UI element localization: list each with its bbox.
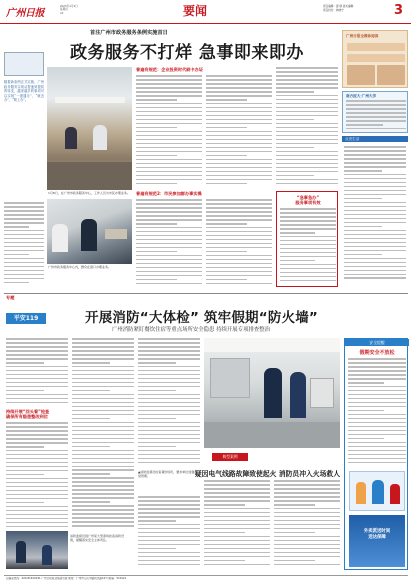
fire-col-2: [6, 422, 68, 530]
masthead: [0, 0, 411, 24]
photo-kitchen-inspection: [204, 338, 340, 448]
right-ad-1: [342, 30, 408, 88]
section-divider: [4, 293, 408, 294]
fire-tag: 平安119: [6, 313, 46, 324]
fire-col-1: [6, 338, 68, 406]
top-story-col-2: [206, 75, 272, 187]
case-col-3: [274, 480, 340, 570]
side-note: 随着新条例正式实施，广州政务服务实现从提速到提质的转变，越来越多的事项可以实现“一窗通办”，“就近办”，“网上办”。: [4, 80, 44, 103]
photo-service-hall: [47, 67, 132, 190]
case-col-1: [138, 496, 200, 570]
page-number: 3: [394, 3, 404, 18]
fire-headline: 开展消防“大体检” 筑牢假期“防火墙”: [85, 310, 318, 326]
urgent-box-text: [280, 208, 336, 284]
right-box-2: [342, 91, 408, 133]
photo-mall-check: [6, 531, 68, 569]
promo-banner: 外卖派送时间 送达保障: [349, 515, 405, 567]
right-box-3-title: 点亮生活: [342, 136, 408, 142]
section-label: 专题: [6, 295, 15, 300]
editor-info: 责任编辑：廖 棣 美术编辑： 责任校对：林晓宁: [323, 5, 356, 12]
safety-illustration: [349, 471, 405, 511]
subhead-2: 普遍有规范2：市民参加群办事实操: [136, 191, 202, 196]
safety-reminder-box: [344, 338, 408, 570]
urgent-service-box: [276, 191, 338, 287]
top-story-kicker: 首注广州市政务服务条例实施首日: [90, 30, 168, 36]
top-story-col-5: [206, 199, 272, 287]
footer-rule: [4, 575, 408, 576]
masthead-meta: 2025年1月9日 星期四 A3: [60, 5, 78, 15]
top-story-col-1: [136, 75, 202, 187]
sidebar-logo: [4, 52, 44, 76]
urgent-box-title: “急事急办” 服务事项有效: [295, 195, 321, 205]
caption-mall: 消防监督员到广州某大型商场检查消防设施，提醒落实安全主体责任。: [70, 534, 125, 542]
photo-counter: [47, 199, 132, 264]
caption-kitchen: ▲消防监督员检查餐饮场所，要求单位加强日常管理。: [138, 470, 198, 478]
top-story-headline: 政务服务不打烊 急事即来即办: [70, 43, 304, 63]
safety-tag: 安全提醒: [345, 339, 409, 346]
subhead-1: 普遍有规范：企业投资时代刷卡办证: [136, 67, 204, 72]
photo-caption-2: 广州市政务服务中心内，群众在窗口办理业务。: [48, 265, 112, 269]
top-story-col-4: [136, 199, 202, 287]
fire-subhead: 广州消防紧盯餐饮住宿等重点场所安全隐患 持续开展专项排查整治: [112, 327, 271, 333]
safety-text: [348, 358, 406, 468]
left-sidebar: [4, 52, 44, 292]
top-story-col-3: [276, 67, 338, 187]
photo-caption-1: 1月8日，在广州市政务服务中心，工作人员为市民办理业务。: [48, 191, 130, 195]
case-headline: 疑因电气线路故障致使起火 消防员冲入火场救人: [194, 470, 340, 478]
fire-sub-left: 持续开展“回头看”检查 确保所有隐患整改到位: [6, 409, 50, 420]
right-box-2-title: 南方医大·广州大学: [346, 94, 377, 98]
ad-title: 广州日报全媒体阅读: [346, 34, 379, 38]
case-col-2: [204, 480, 270, 570]
fire-col-4: [138, 338, 200, 468]
side-text-lines: [4, 202, 44, 287]
right-box-3: [342, 136, 408, 287]
footer-text: 总编室热线：020-81919191 广州日报报业集团出版 地址：广州市人民中路同乐路10号 邮编：510121: [6, 577, 127, 580]
safety-title: 假期安全不放松: [359, 350, 395, 356]
typical-case-tag: 典型案例: [212, 453, 248, 461]
fire-col-3: [72, 338, 134, 530]
section-title: 要闻: [183, 4, 208, 18]
newspaper-logo: 广州日报: [6, 8, 44, 19]
